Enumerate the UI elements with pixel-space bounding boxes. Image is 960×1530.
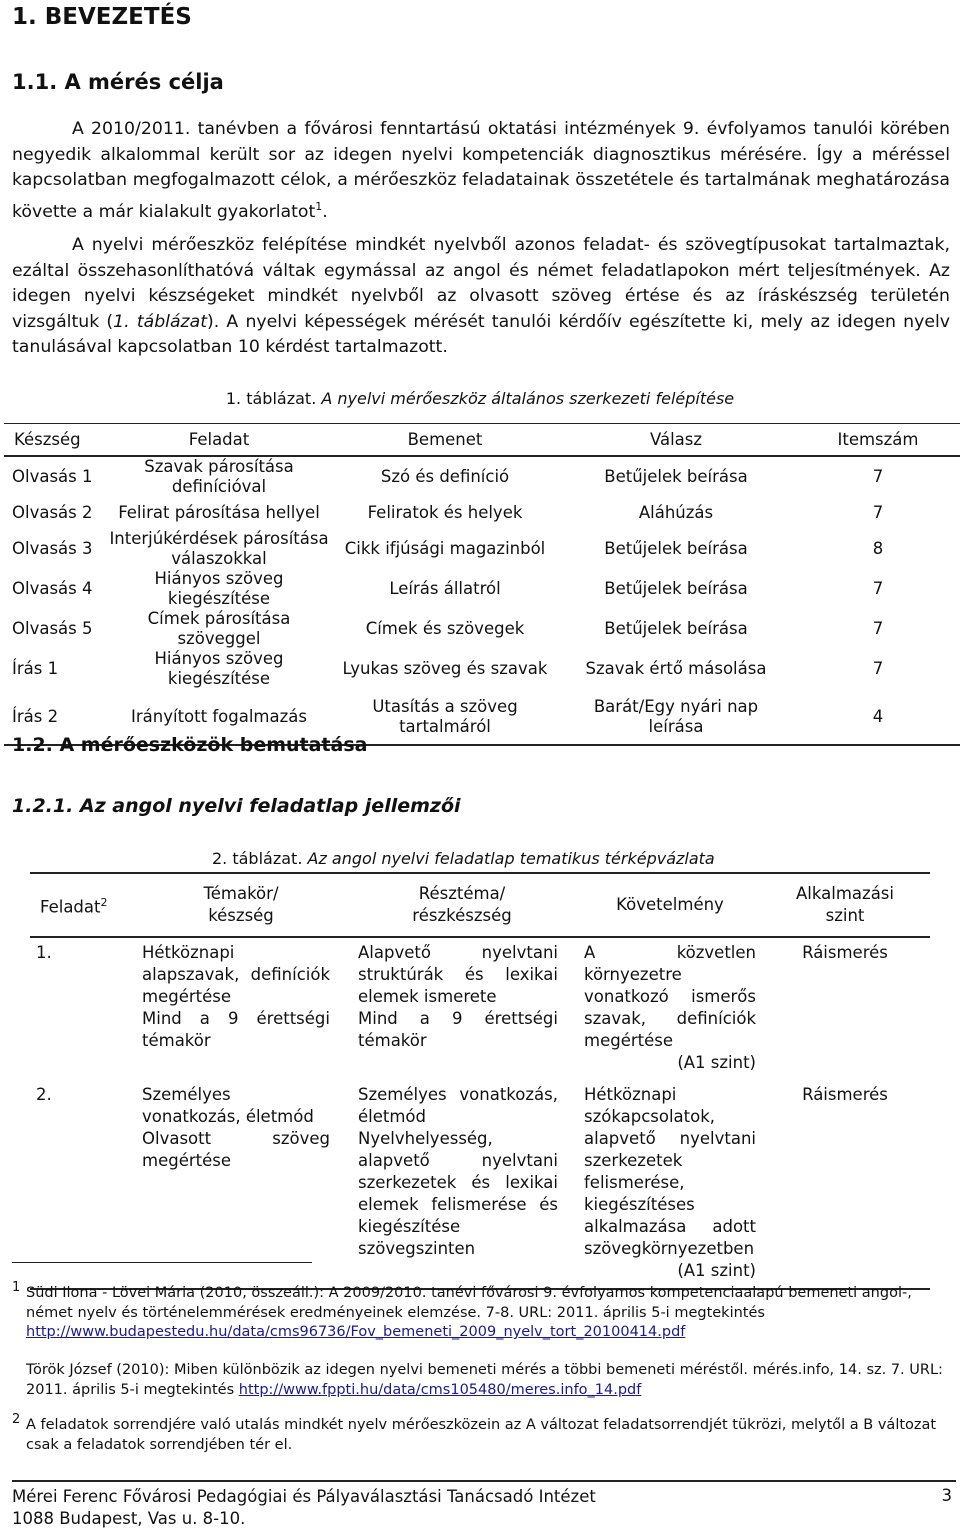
table1-header-cell: Válasz	[556, 424, 796, 456]
table-reference: 1. táblázat	[113, 311, 207, 332]
table1-cell: Olvasás 3	[12, 539, 93, 559]
table1-row	[4, 456, 960, 497]
table2-cell: Hétköznapi alapszavak, definíciók megértése Mind a 9 érettségi témakör	[142, 943, 330, 1050]
table1-cell: Barát/Egy nyári nap leírása	[556, 689, 796, 745]
table1-cell: Szavak párosítása definícióval	[144, 456, 294, 496]
footer	[12, 1486, 956, 1530]
table2-row	[30, 937, 930, 1080]
table1-cell: Feliratok és helyek	[367, 502, 523, 522]
table1-header-cell: Bemenet	[334, 424, 556, 456]
table1-cell: Betűjelek beírása	[604, 579, 748, 599]
table1-cell: Olvasás 2	[12, 502, 93, 522]
table1-cell: 7	[872, 659, 884, 679]
table1-header-row	[4, 424, 960, 456]
paragraph-2: A nyelvi mérőeszköz felépítése mindkét nyelvből azonos feladat- és szövegtípusokat tartalmaztak, ezáltal összehasonlíthatóvá váltak egymással az angol és német feladatlapokon mért teljesítmények. Az idegen nyelvi készségeket mindkét nyelvből az olvasott szöveg értése és az íráskészség területén vizsgáltuk (1. táblázat). A nyelvi képességek mérését tanulói kérdőív egészítette ki, mely az idegen nyelv tanulásával kapcsolatban 10 kérdést tartalmazott.	[12, 235, 950, 358]
table2-cell: 1.	[36, 943, 52, 962]
footer-institution: Mérei Ferenc Fővárosi Pedagógiai és Pályaválasztási Tanácsadó Intézet	[12, 1487, 596, 1506]
table1-cell: 8	[872, 539, 884, 559]
table2-cell: Ráismerés	[760, 1080, 930, 1289]
table1-cell: Írás 2	[4, 689, 104, 745]
table2-cell: A közvetlen környezetre vonatkozó ismerős szavak, definíciók megértése (A1 szint)	[584, 943, 756, 1072]
table1-row	[4, 649, 960, 689]
page-number: 3	[941, 1486, 952, 1505]
heading-1-2: 1.2. A mérőeszközök bemutatása	[12, 734, 368, 756]
footnote-1b: Török József (2010): Miben különbözik az idegen nyelvi bemeneti mérés a többi bemeneti méréstől. mérés.info, 14. sz. 7. URL: 2011. április 5-i megtekintés http://www.fppti.hu/data/cms105480/meres.info_14.pdf	[26, 1362, 943, 1398]
table1-row	[4, 497, 960, 530]
table2-header-cell: Követelmény	[580, 873, 760, 937]
table2-cell: 2.	[30, 1080, 138, 1289]
table1-header-cell: Itemszám	[796, 424, 960, 456]
table1-cell: Szó és definíció	[380, 466, 510, 486]
table2-header-cell: Témakör/ készség	[138, 873, 344, 937]
table1-cell: Utasítás a szöveg tartalmáról	[334, 689, 556, 745]
table2-cell: Alapvető nyelvtani struktúrák és lexikai elemek ismerete Mind a 9 érettségi témakör	[358, 943, 558, 1050]
heading-1-2-1: 1.2.1. Az angol nyelvi feladatlap jellemzői	[12, 795, 461, 817]
table1-cell: Cikk ifjúsági magazinból	[344, 539, 546, 559]
table2-cell: Hétköznapi szókapcsolatok, alapvető nyelvtani szerkezetek felismerése, kiegészítéses alkalmazása adott szövegkörnyezetben (A1 szint)	[580, 1080, 760, 1289]
table2-header-cell: Alkalmazási szint	[760, 873, 930, 937]
table1-cell: Szavak értő másolása	[585, 659, 767, 679]
footnote-1: 1 Südi Ilona - Lövei Mária (2010, összeáll.): A 2009/2010. tanévi fővárosi 9. évfolyamos kompetenciaalapú bemeneti angol-, német nyelv és történelemmérések eredményeinek elemzése. 7-8. URL: 2011. április 5-i megtekintés http://www.budapestedu.hu/data/cms96736/Fov_bemeneti_2009_nyelv_tort_20100414.pdf	[12, 1280, 912, 1341]
footer-address: 1088 Budapest, Vas u. 8-10.	[12, 1509, 246, 1528]
table1-cell: Betűjelek beírása	[604, 619, 748, 639]
table1-cell: Lyukas szöveg és szavak	[342, 659, 548, 679]
table1-caption: 1. táblázat. A nyelvi mérőeszköz általános szerkezeti felépítése	[225, 389, 735, 408]
table-2	[30, 872, 930, 1290]
table1-cell: Hiányos szöveg kiegészítése	[154, 569, 284, 609]
table2-header-cell: Résztéma/ részkészség	[344, 873, 580, 937]
table1-cell: 7	[872, 619, 884, 639]
table1-cell: Olvasás 1	[12, 466, 93, 486]
table1-cell: 7	[872, 502, 884, 522]
table1-cell: Irányított fogalmazás	[104, 689, 334, 745]
table1-cell: Leírás állatról	[389, 579, 501, 599]
table2-header-row	[30, 873, 930, 937]
footnote-1b-link[interactable]: http://www.fppti.hu/data/cms105480/meres.info_14.pdf	[238, 1381, 642, 1398]
footnote-separator	[12, 1262, 312, 1263]
table1-cell: Olvasás 4	[12, 579, 93, 599]
heading-1: 1. BEVEZETÉS	[12, 4, 192, 30]
table1-header-cell: Készség	[4, 424, 104, 456]
table1-cell: Olvasás 5	[12, 619, 93, 639]
table1-cell: Hiányos szöveg kiegészítése	[154, 649, 284, 689]
table1-row	[4, 609, 960, 649]
table1-cell: Felirat párosítása hellyel	[118, 502, 320, 522]
footer-separator	[12, 1480, 956, 1482]
table2-header-cell: Feladat$^2$	[30, 873, 138, 937]
table2-cell: Személyes vonatkozás, életmód Nyelvhelyesség, alapvető nyelvtani szerkezetek és lexikai elemek felismerése és kiegészítése szövegszinten	[344, 1080, 580, 1289]
table1-cell: 7	[872, 466, 884, 486]
footnote-ref-2[interactable]: 2	[100, 895, 108, 909]
table1-cell: Interjúkérdések párosítása válaszokkal	[109, 529, 329, 569]
footnote-2: 2 A feladatok sorrendjére való utalás mindkét nyelv mérőeszközein az A változat feladatsorrendjét tükrözi, melytől a B változat csak a feladatok sorrendjében tér el.	[12, 1412, 937, 1453]
table1-cell: 7	[872, 579, 884, 599]
table1-row	[4, 569, 960, 609]
paragraph-1: A 2010/2011. tanévben a fővárosi fenntartású oktatási intézmények 9. évfolyamos tanulói körében negyedik alkalommal került sor az idegen nyelvi kompetenciák diagnosztikus mérésére. Így a méréssel kapcsolatban megfogalmazott célok, a mérőeszköz feladatainak összetétele és tartalmának meghatározása követte a már kialakult gyakorlatot$^1$.	[12, 119, 950, 222]
table1-row	[4, 529, 960, 569]
table1-cell: Írás 1	[12, 659, 59, 679]
table1-cell: Címek párosítása szöveggel	[147, 609, 291, 649]
table2-cell: Személyes vonatkozás, életmód Olvasott szöveg megértése	[138, 1080, 344, 1289]
table-1	[4, 423, 960, 746]
table1-header-cell: Feladat	[104, 424, 334, 456]
table1-cell: 4	[796, 689, 960, 745]
heading-1-1: 1.1. A mérés célja	[12, 70, 224, 94]
table1-cell: Címek és szövegek	[365, 619, 525, 639]
table1-cell: Betűjelek beírása	[604, 466, 748, 486]
table1-cell: Betűjelek beírása	[604, 539, 748, 559]
footnote-1-link[interactable]: http://www.budapestedu.hu/data/cms96736/Fov_bemeneti_2009_nyelv_tort_20100414.pdf	[26, 1324, 686, 1341]
table1-cell: Aláhúzás	[638, 502, 714, 522]
footnote-ref-1[interactable]: 1	[315, 199, 323, 213]
table2-row	[30, 1080, 930, 1289]
table2-cell: Ráismerés	[802, 943, 888, 962]
